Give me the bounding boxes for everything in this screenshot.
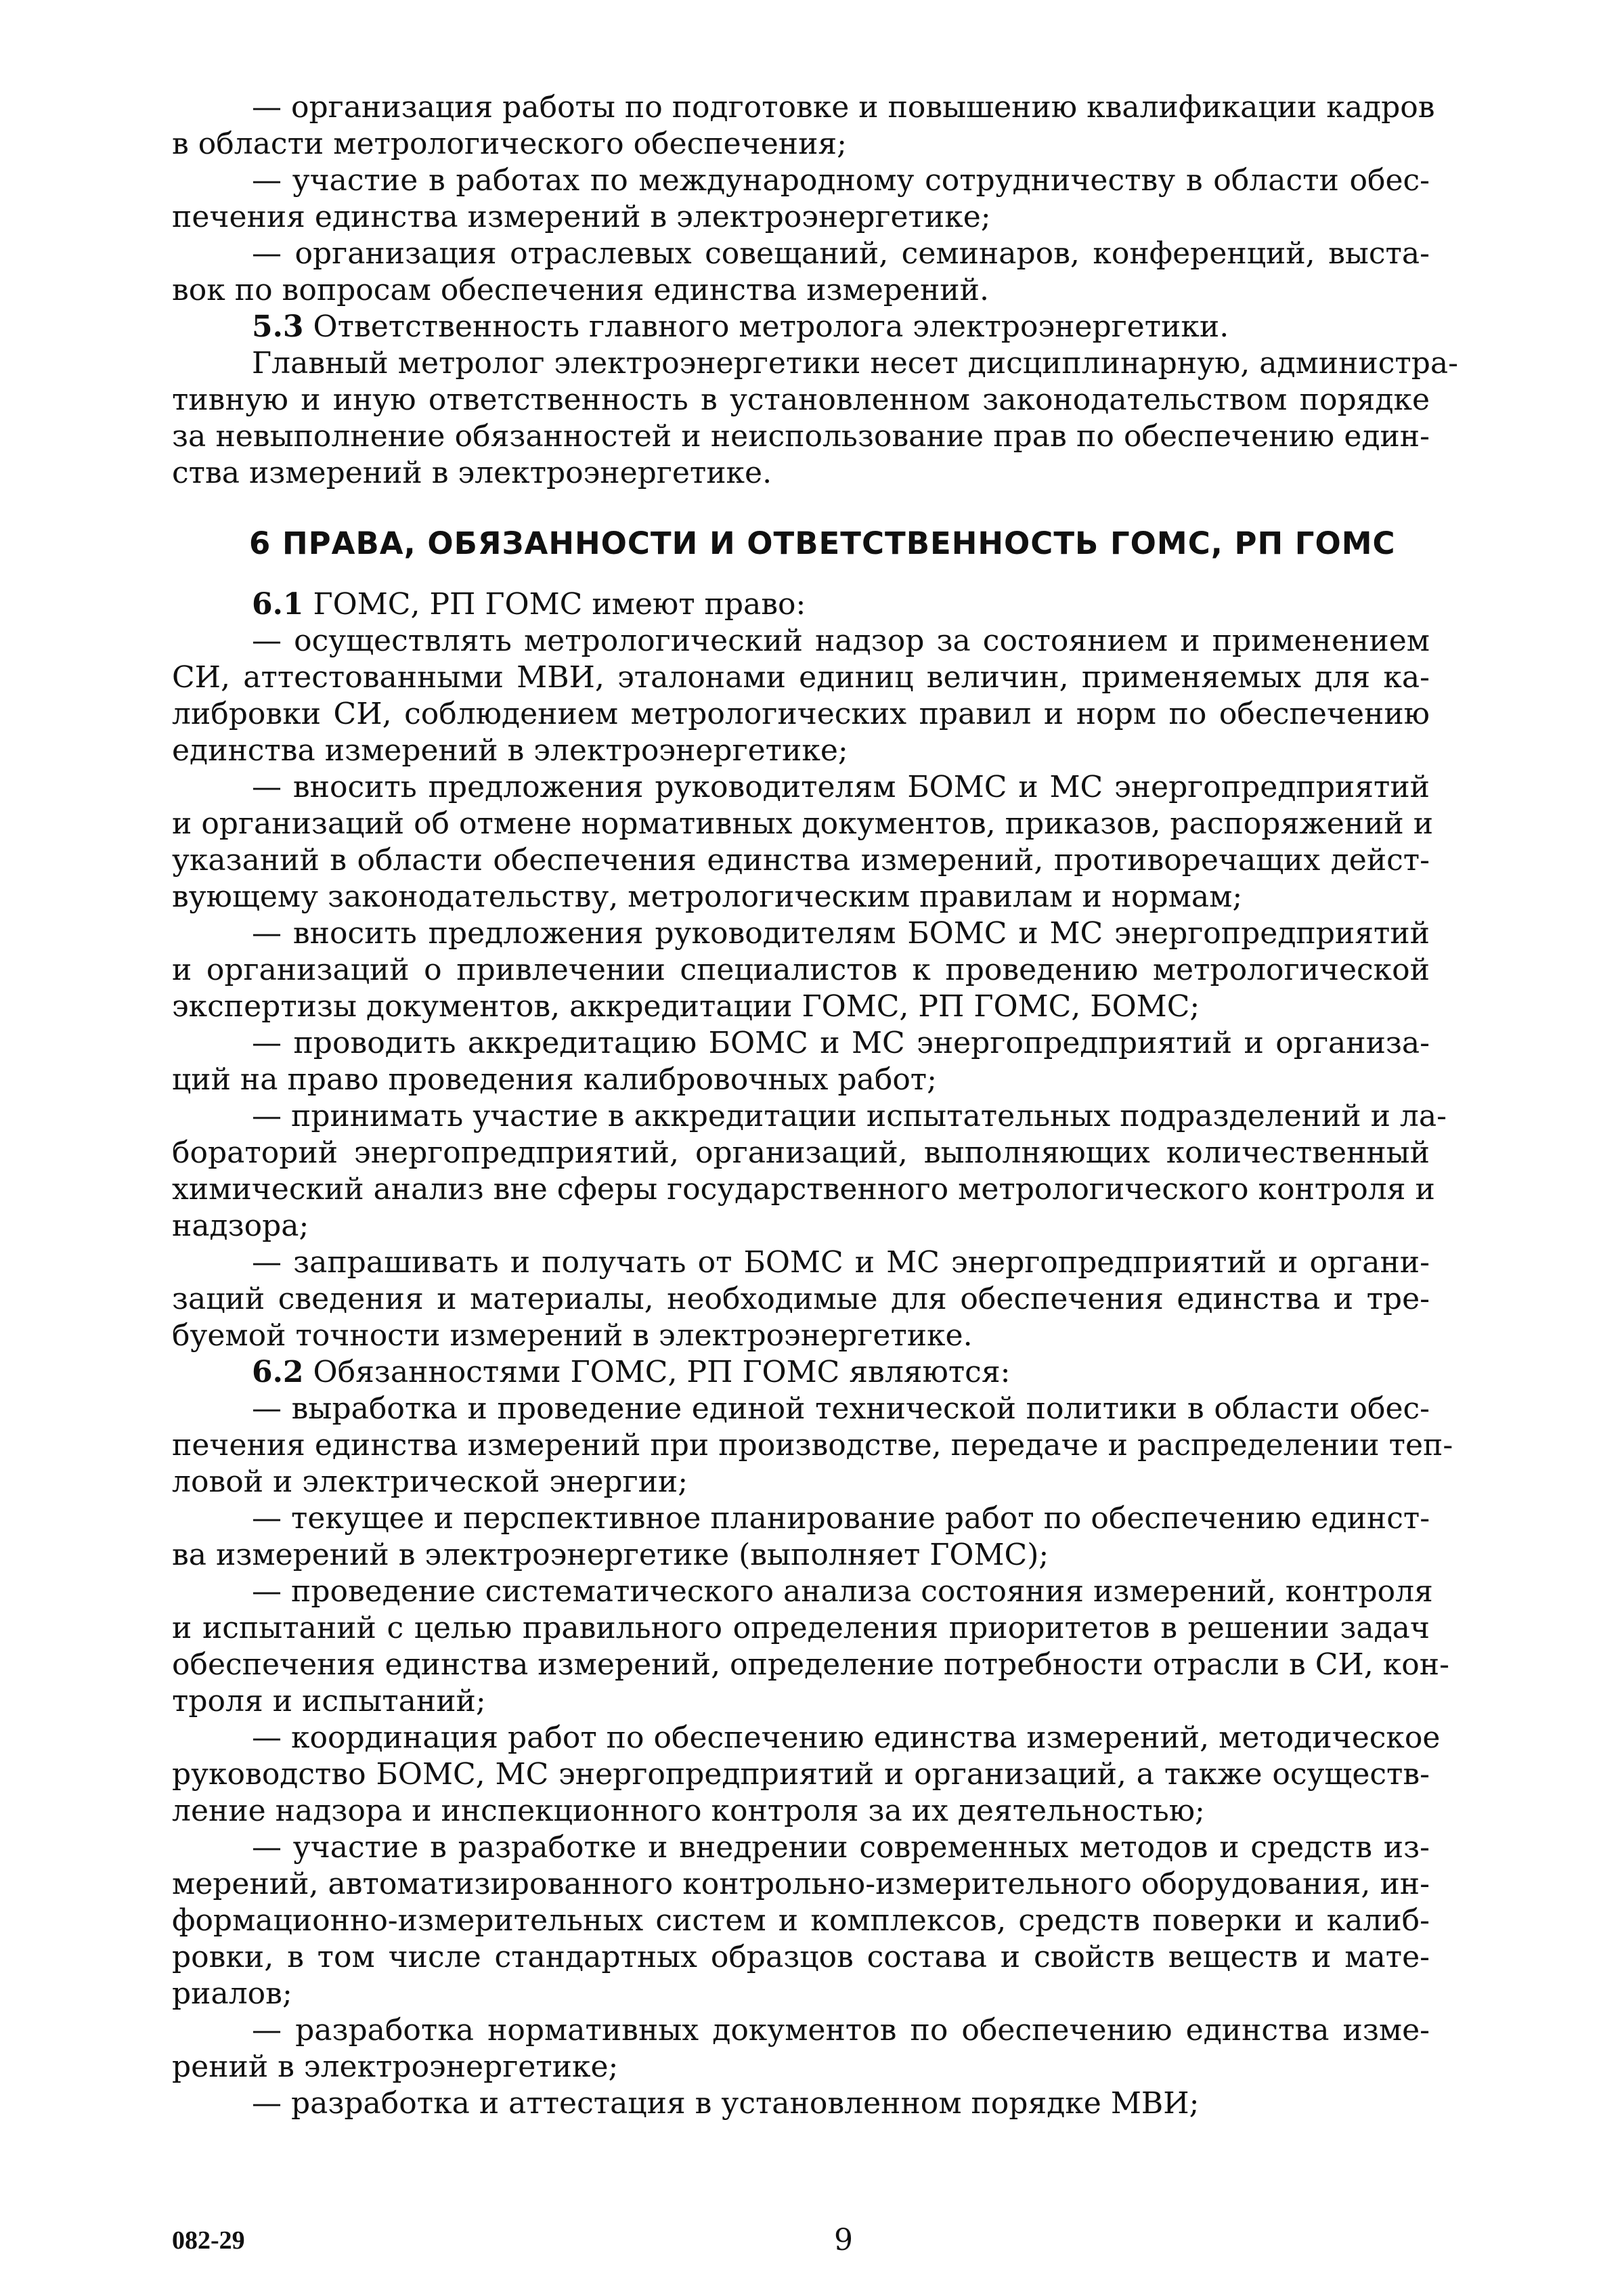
text-line: [172, 272, 1430, 309]
text-line: [172, 842, 1430, 879]
text-line: [172, 1683, 1430, 1720]
line-text: — выработка и проведение единой технической политики в области обес-: [252, 1391, 1430, 1426]
text-line: [172, 309, 1430, 345]
document-code: 082-29: [172, 2226, 245, 2255]
line-text: рений в электроэнергетике;: [172, 2050, 619, 2084]
line-text: вок по вопросам обеспечения единства измерений.: [172, 273, 989, 307]
line-text: ровки, в том числе стандартных образцов состава и свойств веществ и мате-: [172, 1940, 1430, 1974]
text-line: [172, 89, 1435, 126]
line-text: печения единства измерений в электроэнергетике;: [172, 200, 991, 234]
text-line: [172, 1244, 1430, 1281]
text-line: [172, 1610, 1430, 1647]
line-text: мерений, автоматизированного контрольно-измерительного оборудования, ин-: [172, 1867, 1430, 1901]
text-line: [172, 1574, 1433, 1610]
line-text: ление надзора и инспекционного контроля за их деятельностью;: [172, 1794, 1205, 1828]
line-text: — координация работ по обеспечению единства измерений, методическое: [252, 1720, 1441, 1755]
text-line: [172, 1135, 1430, 1171]
text-line: [172, 623, 1430, 659]
line-text: — осуществлять метрологический надзор за состоянием и применением: [252, 624, 1430, 658]
text-line: [172, 126, 1430, 163]
text-line: [172, 1318, 1430, 1354]
text-line: [172, 733, 1430, 769]
text-line: [172, 1171, 1435, 1208]
text-line: [172, 1903, 1430, 1939]
line-text: ства измерений в электроэнергетике.: [172, 456, 772, 490]
text-block-section-5: [172, 89, 1459, 492]
text-line: [172, 915, 1430, 952]
line-text: вующему законодательству, метрологическим правилам и нормам;: [172, 880, 1243, 914]
text-line: [172, 879, 1430, 915]
text-line: [172, 382, 1430, 418]
text-line: [172, 2012, 1430, 2049]
line-text: — запрашивать и получать от БОМС и МС энергопредприятий и органи-: [252, 1245, 1430, 1280]
section-heading: 6 ПРАВА, ОБЯЗАННОСТИ И ОТВЕТСТВЕННОСТЬ ГОМС, РП ГОМС: [249, 525, 1396, 561]
line-text: — участие в работах по международному сотрудничеству в области обес-: [252, 163, 1430, 198]
text-line: [172, 236, 1430, 272]
line-text: руководство БОМС, МС энергопредприятий и организаций, а также осуществ-: [172, 1757, 1430, 1792]
line-text: Обязанностями ГОМС, РП ГОМС являются:: [303, 1355, 1011, 1389]
line-text: за невыполнение обязанностей и неиспользование прав по обеспечению един-: [172, 419, 1430, 454]
line-text: буемой точности измерений в электроэнергетике.: [172, 1318, 973, 1353]
text-line: [172, 1829, 1430, 1866]
text-line: [172, 2085, 1430, 2122]
text-line: [172, 1756, 1430, 1793]
text-block-section-6: [172, 586, 1453, 2122]
text-line: [172, 1976, 1430, 2012]
line-text: — вносить предложения руководителям БОМС и МС энергопредприятий: [252, 916, 1430, 951]
line-text: единства измерений в электроэнергетике;: [172, 733, 848, 768]
text-line: [172, 1354, 1430, 1391]
text-line: [172, 696, 1430, 733]
text-line: [172, 345, 1459, 382]
line-text: печения единства измерений при производстве, передаче и распределении теп-: [172, 1428, 1453, 1463]
line-text: химический анализ вне сферы государственного метрологического контроля и: [172, 1172, 1435, 1207]
line-text: и испытаний с целью правильного определения приоритетов в решении задач: [172, 1611, 1430, 1645]
text-line: [172, 1537, 1430, 1574]
line-text: надзора;: [172, 1209, 309, 1243]
text-line: [172, 1098, 1447, 1135]
line-text: — проведение систематического анализа состояния измерений, контроля: [252, 1574, 1433, 1609]
page-number: 9: [834, 2223, 853, 2257]
text-line: [172, 586, 1430, 623]
text-line: [172, 1500, 1430, 1537]
text-line: [172, 1281, 1430, 1318]
text-line: [172, 418, 1430, 455]
text-line: [172, 1391, 1430, 1427]
line-text: в области метрологического обеспечения;: [172, 127, 847, 161]
text-line: [172, 806, 1434, 842]
line-text: ва измерений в электроэнергетике (выполняет ГОМС);: [172, 1538, 1049, 1572]
text-line: [172, 769, 1430, 806]
text-line: [172, 2049, 1430, 2085]
text-line: [172, 455, 1430, 492]
line-text: — разработка и аттестация в установленном порядке МВИ;: [252, 2086, 1200, 2121]
line-text: Ответственность главного метролога электроэнергетики.: [303, 309, 1229, 344]
line-text: бораторий энергопредприятий, организаций, выполняющих количественный: [172, 1135, 1430, 1170]
line-text: заций сведения и материалы, необходимые для обеспечения единства и тре-: [172, 1282, 1430, 1316]
clause-number: 6.1: [252, 587, 304, 622]
line-text: ловой и электрической энергии;: [172, 1465, 688, 1499]
line-text: — разработка нормативных документов по обеспечению единства изме-: [252, 2013, 1430, 2048]
line-text: либровки СИ, соблюдением метрологических правил и норм по обеспечению: [172, 697, 1430, 731]
text-line: [172, 1062, 1430, 1098]
clause-number: 5.3: [252, 309, 304, 344]
line-text: — организация работы по подготовке и повышению квалификации кадров: [252, 90, 1435, 125]
text-line: [172, 1793, 1430, 1829]
text-line: [172, 1720, 1441, 1756]
text-line: [172, 1025, 1430, 1062]
line-text: указаний в области обеспечения единства измерений, противоречащих дейст-: [172, 843, 1430, 878]
line-text: ГОМС, РП ГОМС имеют право:: [303, 587, 806, 622]
line-text: — принимать участие в аккредитации испытательных подразделений и ла-: [252, 1099, 1447, 1133]
line-text: троля и испытаний;: [172, 1684, 486, 1718]
text-line: [172, 1647, 1449, 1683]
line-text: — организация отраслевых совещаний, семинаров, конференций, выста-: [252, 236, 1430, 271]
text-line: [172, 659, 1430, 696]
line-text: риалов;: [172, 1976, 292, 2011]
text-line: [172, 199, 1430, 236]
line-text: и организаций об отмене нормативных документов, приказов, распоряжений и: [172, 806, 1434, 841]
line-text: формационно-измерительных систем и комплексов, средств поверки и калиб-: [172, 1903, 1430, 1938]
text-line: [172, 163, 1430, 199]
text-line: [172, 989, 1430, 1025]
line-text: тивную и иную ответственность в установленном законодательством порядке: [172, 383, 1430, 417]
clause-number: 6.2: [252, 1355, 304, 1389]
line-text: — участие в разработке и внедрении современных методов и средств из-: [252, 1830, 1430, 1865]
text-line: [172, 1939, 1430, 1976]
line-text: — текущее и перспективное планирование работ по обеспечению единст-: [252, 1501, 1430, 1536]
line-text: Главный метролог электроэнергетики несет дисциплинарную, администра-: [252, 346, 1459, 381]
text-line: [172, 1866, 1430, 1903]
text-line: [172, 1427, 1453, 1464]
line-text: СИ, аттестованными МВИ, эталонами единиц величин, применяемых для ка-: [172, 660, 1430, 695]
text-line: [172, 952, 1430, 989]
text-line: [172, 1208, 1430, 1244]
line-text: и организаций о привлечении специалистов к проведению метрологической: [172, 953, 1430, 987]
line-text: обеспечения единства измерений, определение потребности отрасли в СИ, кон-: [172, 1647, 1449, 1682]
text-line: [172, 1464, 1430, 1500]
line-text: экспертизы документов, аккредитации ГОМС, РП ГОМС, БОМС;: [172, 989, 1200, 1024]
line-text: ций на право проведения калибровочных работ;: [172, 1062, 937, 1097]
line-text: — проводить аккредитацию БОМС и МС энергопредприятий и организа-: [252, 1026, 1430, 1060]
line-text: — вносить предложения руководителям БОМС и МС энергопредприятий: [252, 770, 1430, 804]
